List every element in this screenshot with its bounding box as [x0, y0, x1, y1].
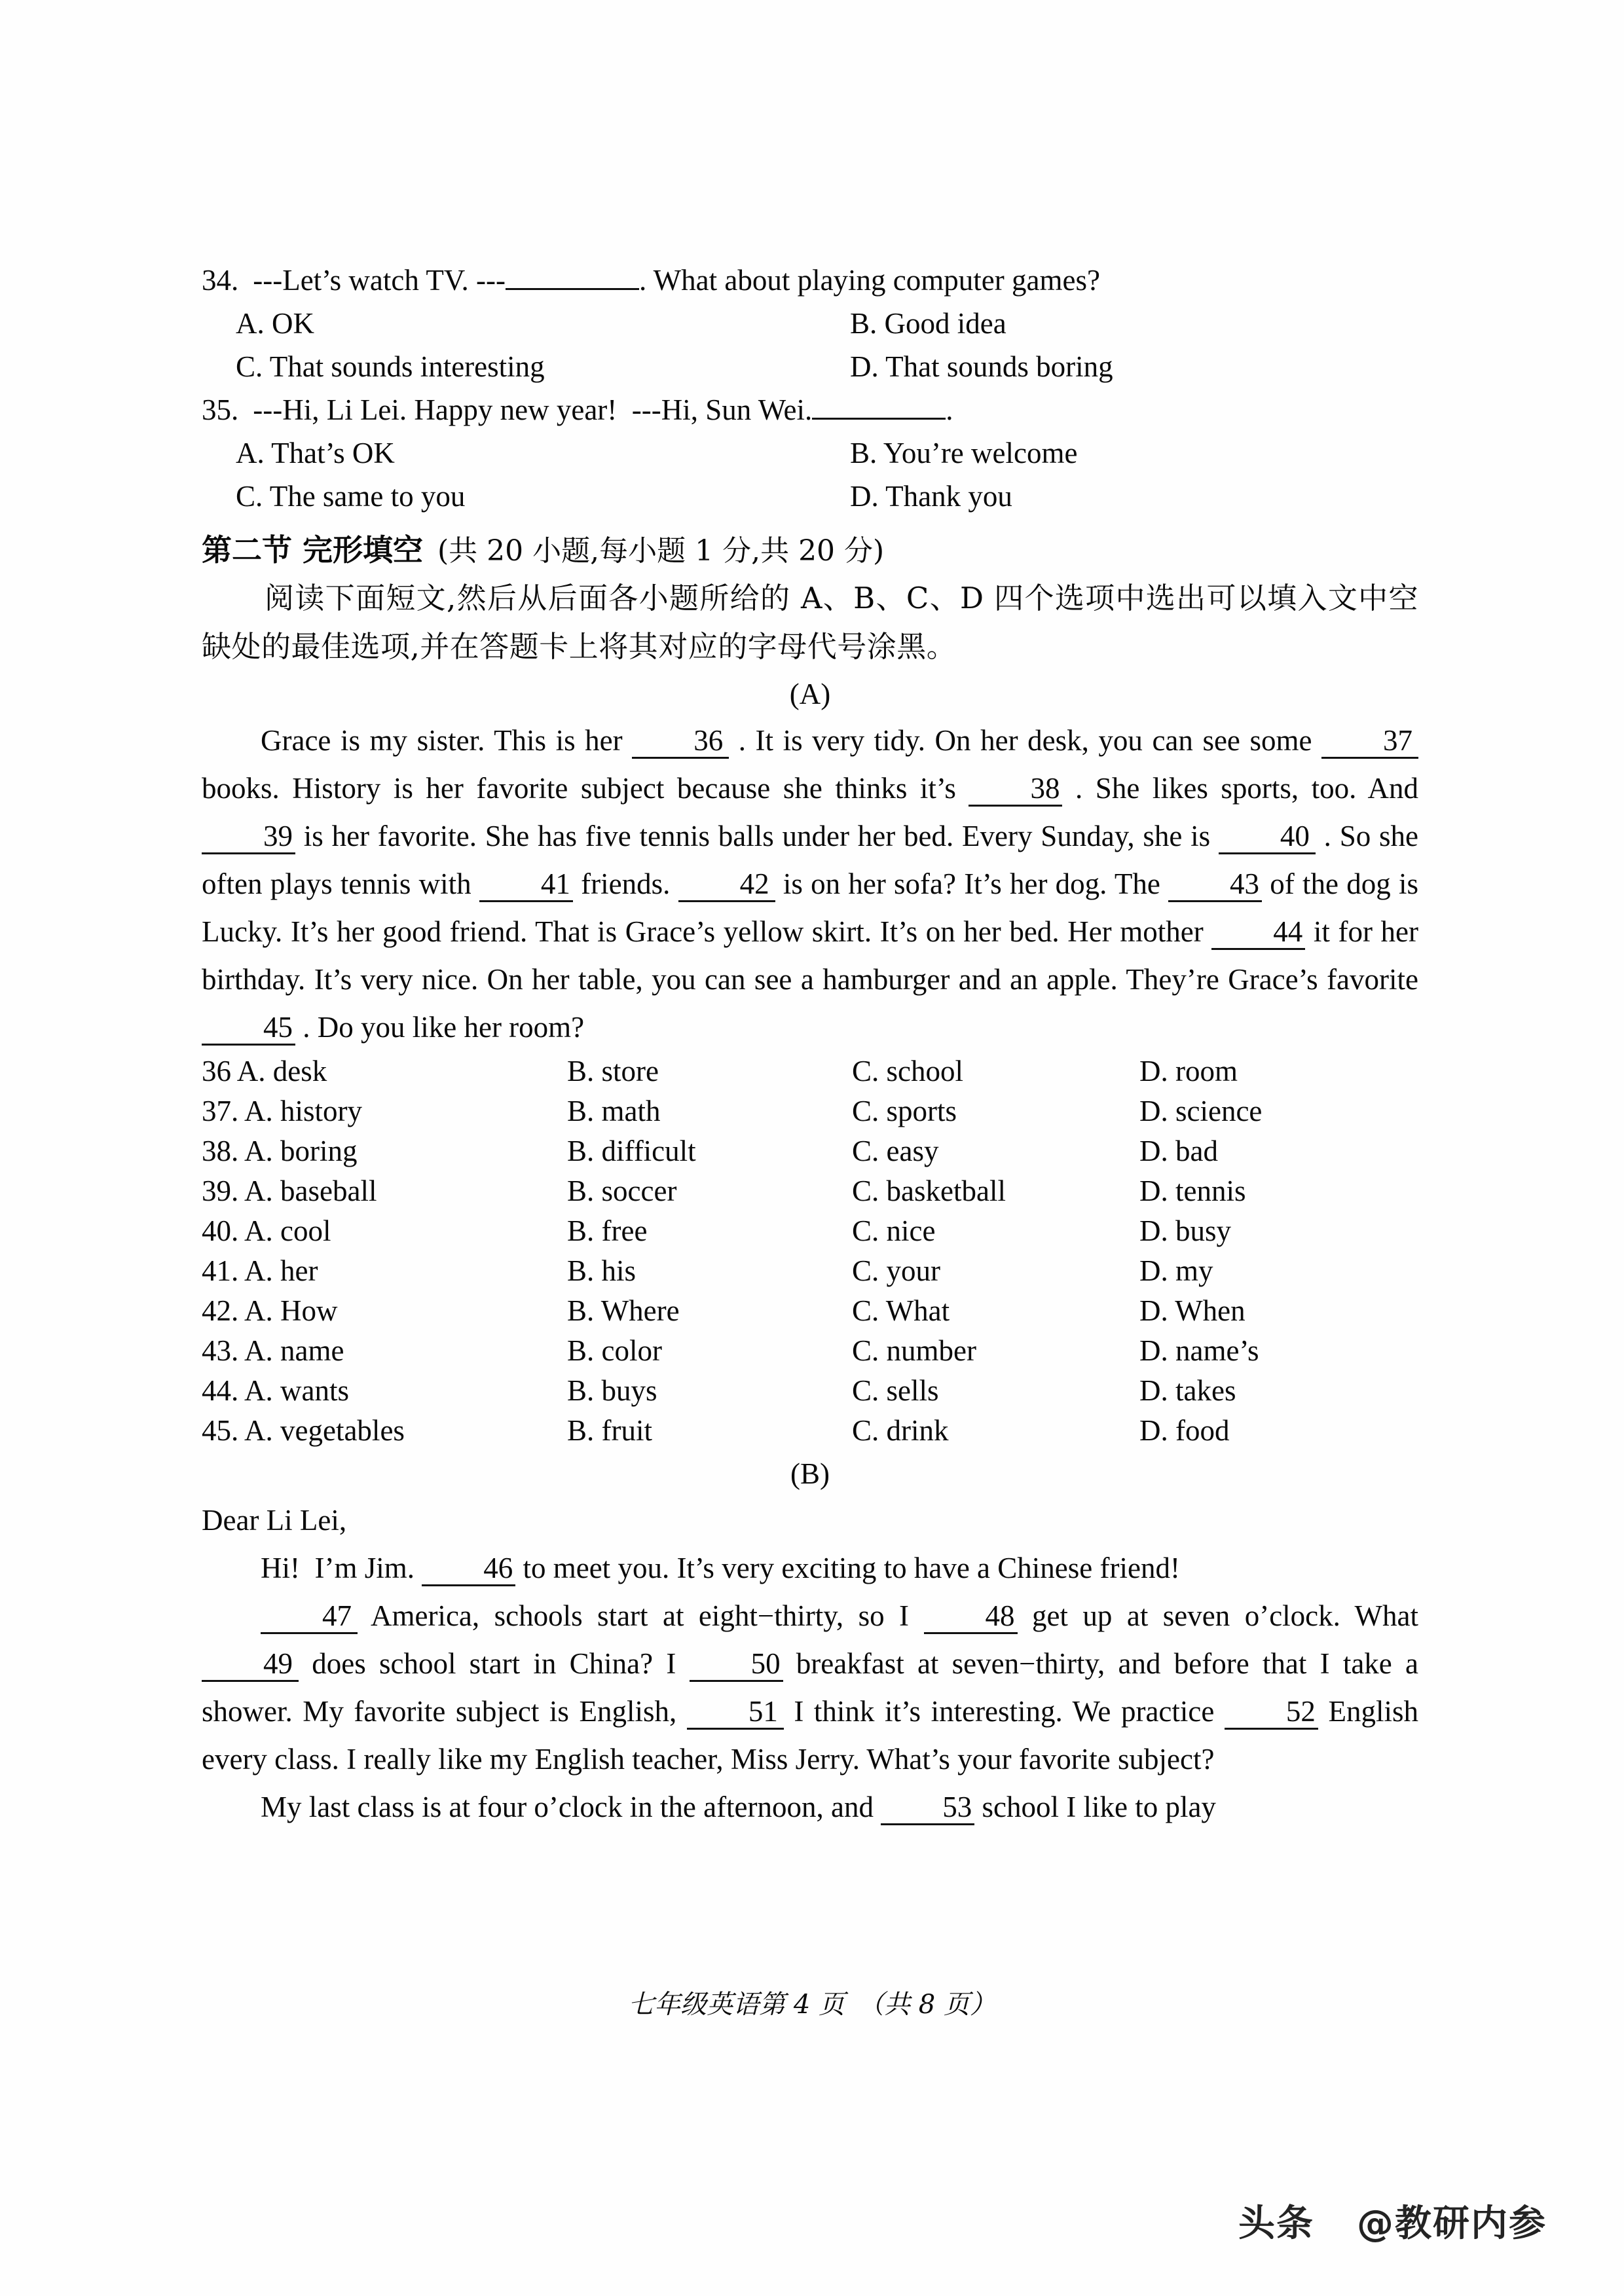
passage-b-text-2: to meet you. It’s very exciting to have a Chinese friend!: [515, 1552, 1180, 1584]
passage-a-text-18: it for her birthday. It’s very nice. On her table, you can see a hamburger and an apple. They’re Grace’s favorite: [202, 915, 1418, 996]
option-39-d[interactable]: D. tennis: [1139, 1175, 1246, 1207]
option-42-c[interactable]: C. What: [852, 1294, 950, 1327]
option-37-b[interactable]: B. math: [567, 1095, 661, 1127]
option-row-44: [202, 1371, 1418, 1411]
option-row-38: [202, 1131, 1418, 1171]
option-38-a[interactable]: 38. A. boring: [202, 1135, 358, 1167]
passage-b-text-2: school I like to play: [974, 1791, 1216, 1823]
passage-a-blank-45[interactable]: 45: [202, 1013, 295, 1046]
option-42-b[interactable]: B. Where: [567, 1294, 680, 1327]
page-content: [202, 259, 1418, 1831]
option-37-a[interactable]: 37. A. history: [202, 1095, 363, 1127]
option-36-c[interactable]: C. school: [852, 1055, 964, 1087]
watermark-handle: @教研内参: [1357, 2202, 1547, 2245]
option-row-42: [202, 1291, 1418, 1331]
question-34-stem: [202, 259, 1418, 302]
question-34-number: 34.: [202, 264, 239, 297]
passage-b-text-3: get up at seven o’clock. What: [1017, 1599, 1418, 1632]
option-44-a[interactable]: 44. A. wants: [202, 1374, 349, 1407]
option-44-d[interactable]: D. takes: [1139, 1374, 1236, 1407]
passage-a-text: [202, 717, 1418, 1051]
passage-b-text-0: Hi! I’m Jim.: [261, 1552, 422, 1584]
option-36-a[interactable]: 36 A. desk: [202, 1055, 327, 1087]
option-41-c[interactable]: C. your: [852, 1254, 940, 1287]
passage-a-text-4: books. History is her favorite subject because she thinks it’s: [202, 772, 969, 805]
option-43-a[interactable]: 43. A. name: [202, 1334, 344, 1367]
option-41-b[interactable]: B. his: [567, 1254, 637, 1287]
passage-a-text-16: of the dog is Lucky. It’s her good friend. That is Grace’s yellow skirt. It’s on her bed. Her mother: [202, 867, 1418, 948]
passage-b-blank-47[interactable]: 47: [261, 1601, 358, 1634]
option-36-b[interactable]: B. store: [567, 1055, 659, 1087]
passage-b-text-9: I think it’s interesting. We practice: [783, 1695, 1225, 1728]
option-38-d[interactable]: D. bad: [1139, 1135, 1218, 1167]
passage-b-paragraph-2: [202, 1592, 1418, 1783]
option-43-d[interactable]: D. name’s: [1139, 1334, 1259, 1367]
option-44-b[interactable]: B. buys: [567, 1374, 657, 1407]
passage-b-blank-53[interactable]: 53: [881, 1793, 974, 1825]
option-39-a[interactable]: 39. A. baseball: [202, 1175, 377, 1207]
question-35-stem-before: ---Hi, Li Lei. Happy new year! ---Hi, Sun Wei.: [253, 393, 813, 426]
section-heading: [202, 527, 1418, 574]
passage-b-text-1: America, schools start at eight−thirty, so I: [358, 1599, 924, 1632]
question-34-stem-after: . What about playing computer games?: [638, 264, 1100, 297]
question-35-option-c[interactable]: C. The same to you: [236, 480, 466, 513]
passage-b-blank-49[interactable]: 49: [202, 1649, 299, 1682]
option-41-a[interactable]: 41. A. her: [202, 1254, 318, 1287]
passage-a-label: (A): [789, 678, 831, 710]
option-37-c[interactable]: C. sports: [852, 1095, 957, 1127]
option-42-a[interactable]: 42. A. How: [202, 1294, 338, 1327]
section-title: 第二节 完形填空: [202, 532, 424, 568]
question-34-option-d[interactable]: D. That sounds boring: [850, 350, 1113, 383]
passage-a-blank-43[interactable]: 43: [1168, 869, 1262, 902]
option-45-d[interactable]: D. food: [1139, 1414, 1230, 1447]
passage-a-text-8: is her favorite. She has five tennis balls under her bed. Every Sunday, she is: [295, 820, 1219, 852]
option-36-d[interactable]: D. room: [1139, 1055, 1238, 1087]
passage-b-label: (B): [790, 1457, 830, 1490]
passage-a-blank-37[interactable]: 37: [1321, 726, 1418, 759]
option-37-d[interactable]: D. science: [1139, 1095, 1263, 1127]
question-34-stem-before: ---Let’s watch TV. ---: [253, 264, 506, 297]
passage-a-blank-40[interactable]: 40: [1219, 822, 1316, 854]
passage-b-text-11: English every class. I really like my English teacher, Miss Jerry. What’s your favorite subject?: [202, 1695, 1418, 1776]
option-45-a[interactable]: 45. A. vegetables: [202, 1414, 405, 1447]
passage-a-blank-39[interactable]: 39: [202, 822, 295, 854]
option-40-a[interactable]: 40. A. cool: [202, 1214, 331, 1247]
passage-a-text-14: is on her sofa? It’s her dog. The: [775, 867, 1169, 900]
passage-b-blank-46[interactable]: 46: [422, 1554, 515, 1586]
option-42-d[interactable]: D. When: [1139, 1294, 1246, 1327]
option-41-d[interactable]: D. my: [1139, 1254, 1213, 1287]
watermark: [1238, 2195, 1547, 2247]
option-row-41: [202, 1251, 1418, 1291]
option-row-39: [202, 1171, 1418, 1211]
question-35-stem: [202, 388, 1418, 431]
question-34-blank[interactable]: [506, 287, 639, 290]
option-row-45: [202, 1411, 1418, 1451]
option-row-37: [202, 1091, 1418, 1131]
question-35-option-d[interactable]: D. Thank you: [850, 480, 1012, 513]
passage-a-blank-44[interactable]: 44: [1211, 917, 1305, 950]
passage-a-text-0: Grace is my sister. This is her: [261, 724, 633, 757]
question-35-option-b[interactable]: B. You’re welcome: [850, 437, 1078, 469]
passage-a-text-10: . So she often plays tennis with: [202, 820, 1418, 900]
option-row-36: [202, 1051, 1418, 1091]
question-34-options-row-2: [202, 345, 1418, 388]
question-35-options-row-1: [202, 431, 1418, 475]
option-45-c[interactable]: C. drink: [852, 1414, 949, 1447]
passage-b-blank-48[interactable]: 48: [924, 1601, 1018, 1634]
passage-a-blank-41[interactable]: 41: [479, 869, 573, 902]
passage-b-blank-52[interactable]: 52: [1225, 1697, 1318, 1730]
passage-b-text-5: does school start in China? I: [299, 1647, 690, 1680]
passage-b-salutation: Dear Li Lei,: [202, 1504, 347, 1537]
option-39-c[interactable]: C. basketball: [852, 1175, 1006, 1207]
passage-b-blank-51[interactable]: 51: [687, 1697, 784, 1730]
option-43-b[interactable]: B. color: [567, 1334, 662, 1367]
passage-b-paragraph-3: [202, 1783, 1418, 1831]
option-44-c[interactable]: C. sells: [852, 1374, 939, 1407]
passage-a-blank-36[interactable]: 36: [632, 726, 729, 759]
question-35-stem-after: .: [946, 393, 953, 426]
passage-b-text-0: My last class is at four o’clock in the afternoon, and: [261, 1791, 881, 1823]
option-row-43: [202, 1331, 1418, 1371]
question-35-option-a[interactable]: A. That’s OK: [236, 437, 395, 469]
passage-a-text-6: . She likes sports, too. And: [1062, 772, 1418, 805]
option-43-c[interactable]: C. number: [852, 1334, 976, 1367]
page-footer: 七年级英语第 4 页 （共 8 页）: [628, 1990, 996, 2020]
option-40-d[interactable]: D. busy: [1139, 1214, 1232, 1247]
option-39-b[interactable]: B. soccer: [567, 1175, 677, 1207]
option-38-b[interactable]: B. difficult: [567, 1135, 696, 1167]
option-row-40: [202, 1211, 1418, 1251]
section-instruction: 阅读下面短文,然后从后面各小题所给的 A、B、C、D 四个选项中选出可以填入文中空缺处的最佳选项,并在答题卡上将其对应的字母代号涂黑。: [202, 581, 1418, 664]
option-38-c[interactable]: C. easy: [852, 1135, 939, 1167]
passage-b-text-7: breakfast at seven−thirty, and before that I take a shower. My favorite subject is English,: [202, 1647, 1418, 1728]
question-34-option-a[interactable]: A. OK: [236, 307, 314, 340]
option-40-c[interactable]: C. nice: [852, 1214, 936, 1247]
passage-a-text-20: . Do you like her room?: [295, 1011, 585, 1044]
question-34-option-b[interactable]: B. Good idea: [850, 307, 1006, 340]
passage-b-blank-50[interactable]: 50: [690, 1649, 783, 1682]
option-40-b[interactable]: B. free: [567, 1214, 648, 1247]
option-45-b[interactable]: B. fruit: [567, 1414, 652, 1447]
passage-a-text-2: . It is very tidy. On her desk, you can see some: [729, 724, 1321, 757]
question-35-blank[interactable]: [812, 416, 946, 420]
passage-a-blank-42[interactable]: 42: [678, 869, 775, 902]
question-34-options-row-1: [202, 302, 1418, 345]
question-35-options-row-2: [202, 475, 1418, 518]
question-34-option-c[interactable]: C. That sounds interesting: [236, 350, 545, 383]
passage-a-options-list: [202, 1051, 1418, 1451]
passage-a-text-12: friends.: [572, 867, 678, 900]
watermark-brand: 头条: [1238, 2202, 1314, 2245]
section-score-meta: (共 20 小题,每小题 1 分,共 20 分): [437, 534, 885, 568]
passage-a-blank-38[interactable]: 38: [969, 774, 1062, 807]
passage-b-paragraph-1: [202, 1544, 1418, 1592]
question-35-number: 35.: [202, 393, 239, 426]
